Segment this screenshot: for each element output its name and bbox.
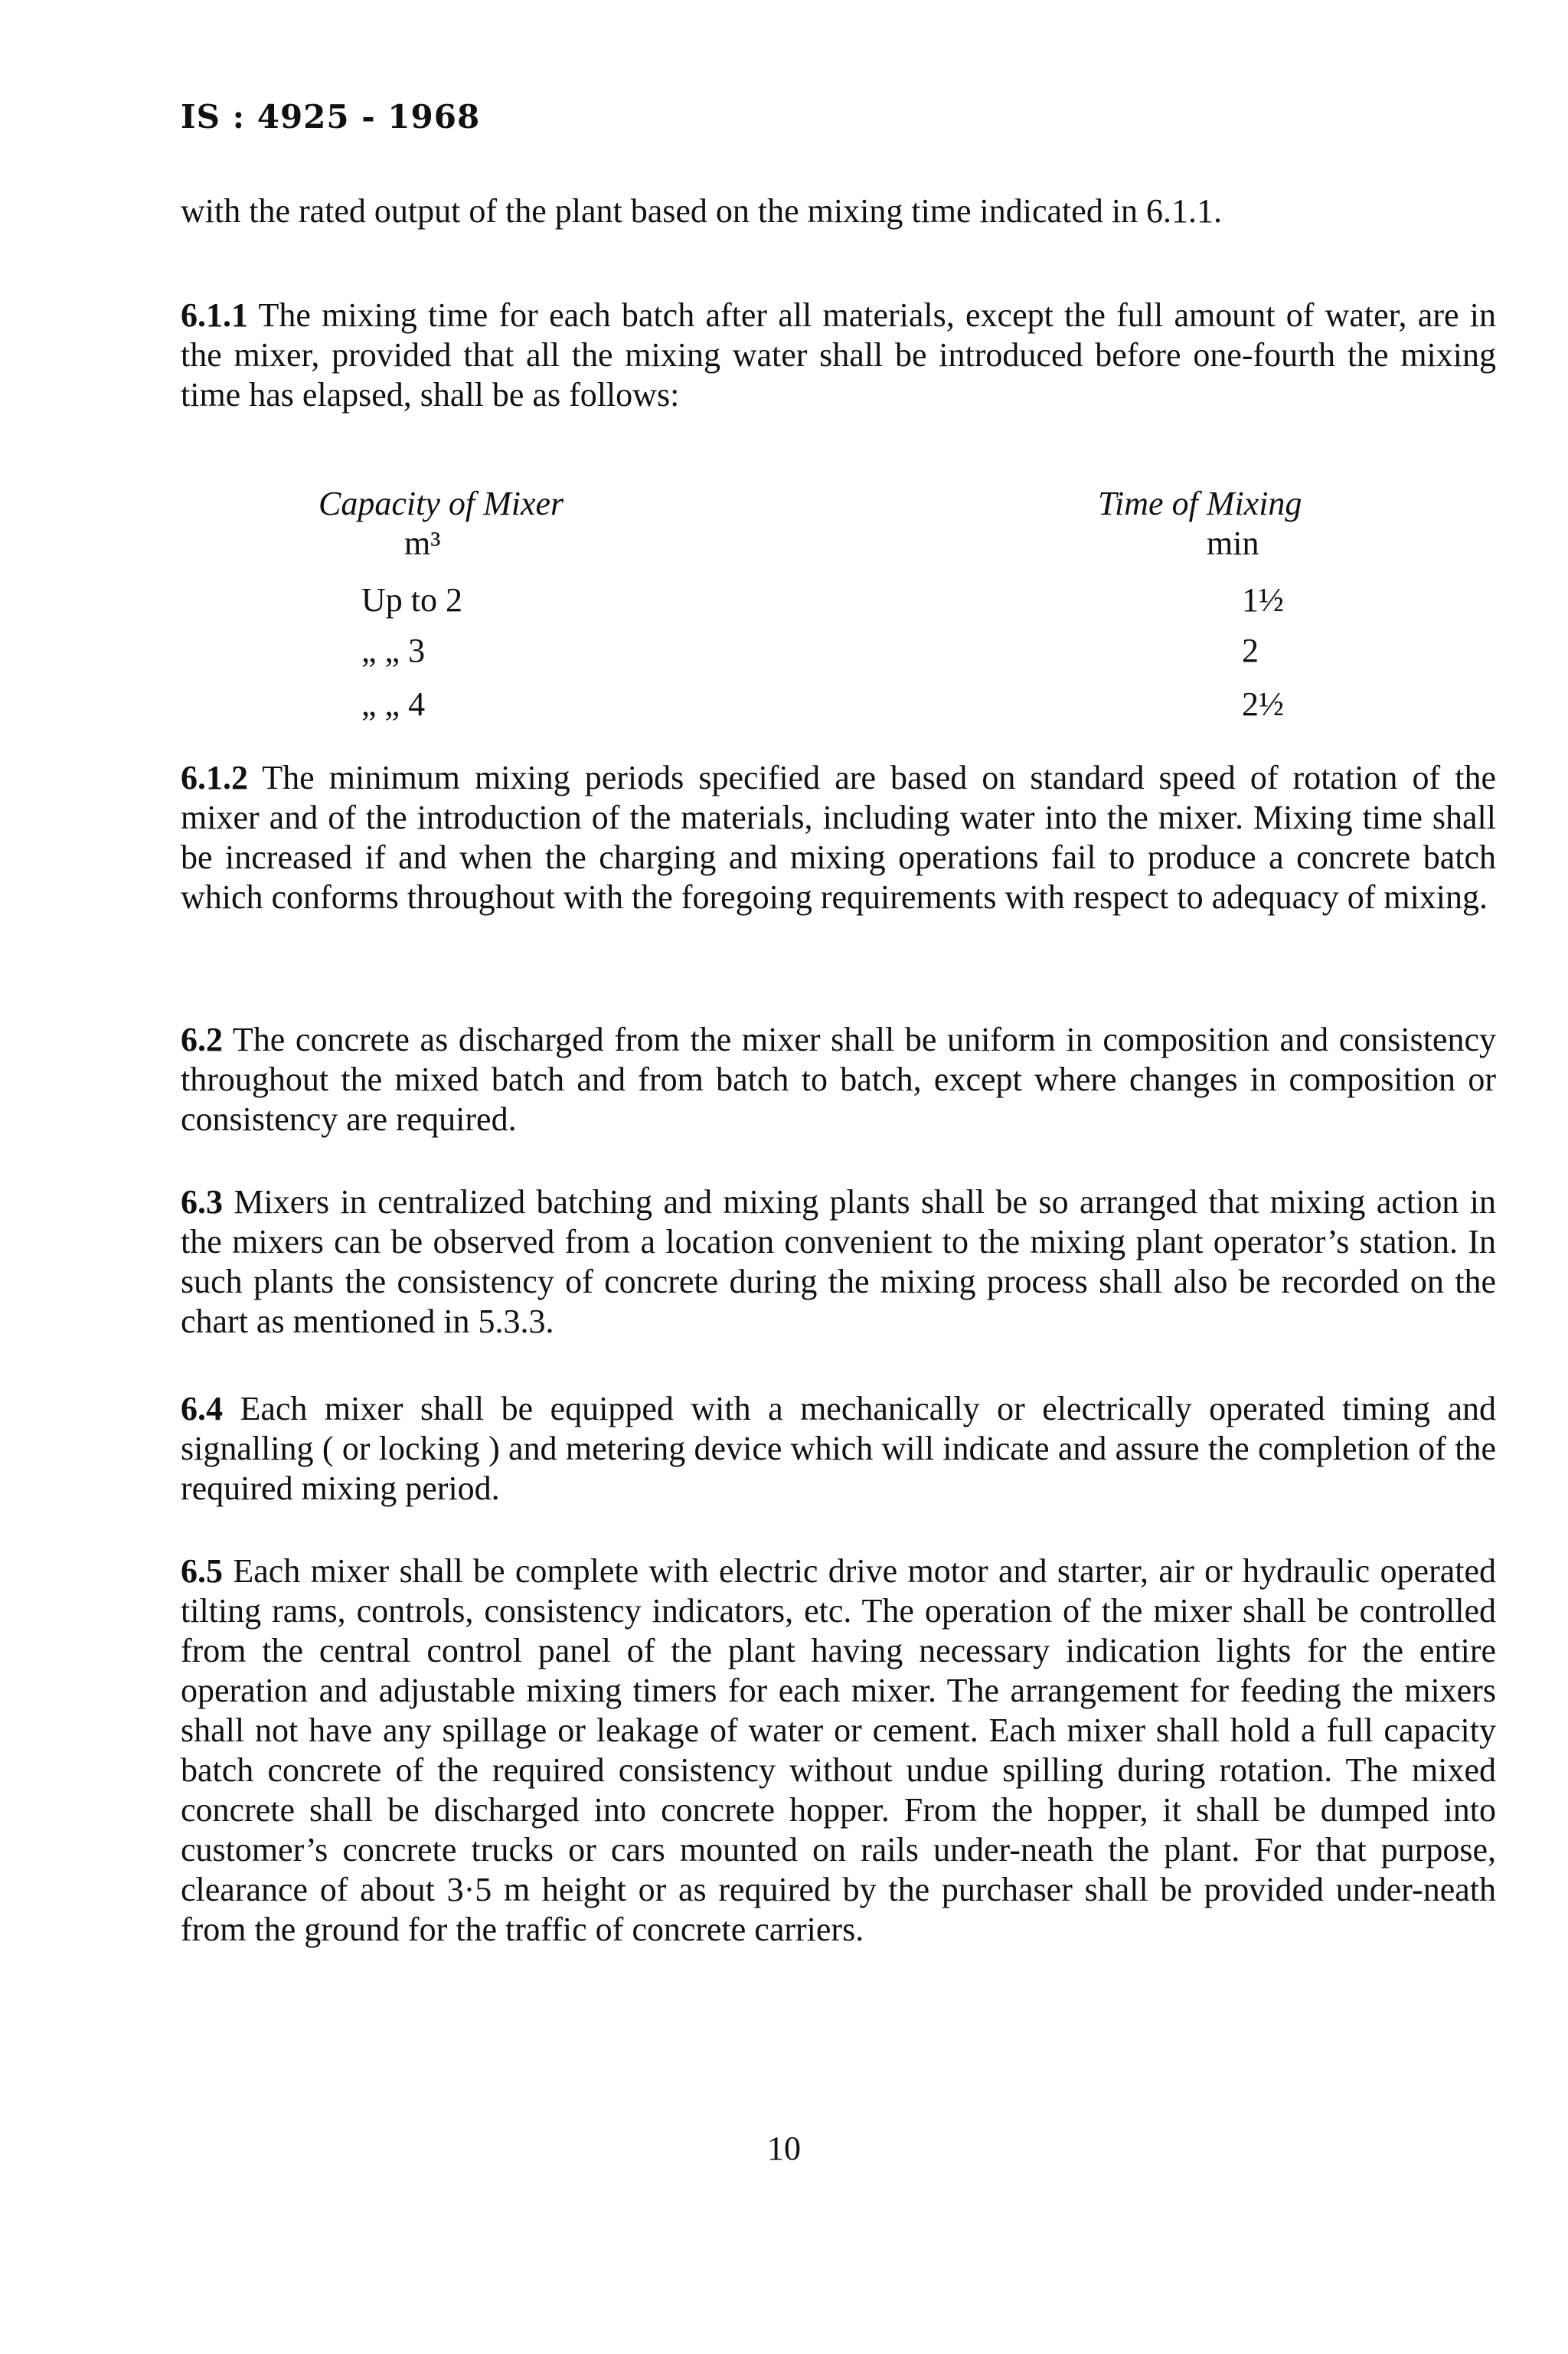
clause-number: 6.4 (181, 1390, 223, 1427)
unit-capacity: m³ (404, 525, 441, 562)
capacity-prefix: „ „ (361, 685, 400, 723)
clause-text: The mixing time for each batch after all materials, except the full amount of water, are in the mixer, provided that all the mixing water shall be introduced before one-fourth the mixing time has elapsed, shall be as follows: (181, 296, 1496, 414)
clause-text: Each mixer shall be complete with electric drive motor and starter, air or hydraulic operated tilting rams, controls, consistency indicators, etc. The operation of the mixer shall be controlled from the central control panel of the plant having necessary indication lights for the entire operation and adjustable mixing timers for each mixer. The arrangement for feeding the mixers shall not have any spillage or leakage of water or cement. Each mixer shall hold a full capacity batch concrete of the required consistency without undue spilling during rotation. The mixed concrete shall be discharged into concrete hopper. From the hopper, it shall be dumped into customer’s concrete trucks or cars mounted on rails under-neath the plant. For that purpose, clearance of about 3·5 m height or as required by the purchaser shall be provided under-neath from the ground for the traffic of concrete carriers. (181, 1552, 1497, 1948)
clause-6-1-2 (181, 758, 1496, 917)
clause-6-1-1 (181, 296, 1496, 415)
table-row-time: 2½ (1242, 685, 1284, 723)
paragraph-intro (181, 191, 1496, 231)
table-row-capacity (361, 580, 591, 620)
capacity-prefix: Up to (361, 581, 437, 619)
clause-text: The concrete as discharged from the mixer shall be uniform in composition and consistency throughout the mixed batch and from batch to batch, except where changes in composition or consistency are required. (181, 1021, 1496, 1138)
clause-text: Mixers in centralized batching and mixing plants shall be so arranged that mixing action in the mixers can be observed from a location convenient to the mixing plant operator’s station. In such plants the consistency of concrete during the mixing process shall also be recorded on the chart as mentioned in 5.3.3. (181, 1183, 1496, 1340)
clause-6-3 (181, 1182, 1496, 1342)
clause-number: 6.5 (181, 1552, 223, 1590)
capacity-value: 4 (408, 685, 426, 723)
column-header-capacity: Capacity of Mixer (318, 485, 564, 522)
clause-6-4 (181, 1389, 1496, 1509)
capacity-prefix: „ „ (361, 632, 400, 669)
table-row-capacity (361, 631, 591, 670)
mixing-time-table (181, 484, 1496, 744)
capacity-value: 2 (446, 581, 462, 619)
table-row-time: 1½ (1242, 581, 1284, 619)
standard-number-header: IS : 4925 - 1968 (181, 98, 481, 136)
table-row-time: 2 (1242, 632, 1259, 669)
page-number: 10 (767, 2130, 801, 2167)
column-header-time: Time of Mixing (1098, 485, 1302, 522)
clause-number: 6.1.1 (181, 296, 248, 334)
clause-6-5 (181, 1551, 1496, 1950)
clause-text: Each mixer shall be equipped with a mechanically or electrically operated timing and signalling ( or locking ) and metering device which will indicate and assure the completion of the required mixing period. (181, 1390, 1496, 1507)
clause-text: The minimum mixing periods specified are based on standard speed of rotation of the mixer and of the introduction of the materials, including water into the mixer. Mixing time shall be increased if and when the charging and mixing operations fail to produce a concrete batch which conforms throughout with the foregoing requirements with respect to adequacy of mixing. (181, 759, 1496, 916)
clause-number: 6.1.2 (181, 759, 248, 796)
clause-number: 6.3 (181, 1183, 223, 1221)
clause-6-2 (181, 1020, 1496, 1139)
unit-time: min (1207, 525, 1259, 562)
capacity-value: 3 (408, 632, 426, 669)
clause-number: 6.2 (181, 1021, 223, 1058)
table-row-capacity (361, 685, 591, 724)
paragraph-text: with the rated output of the plant based on the mixing time indicated in 6.1.1. (181, 192, 1223, 230)
